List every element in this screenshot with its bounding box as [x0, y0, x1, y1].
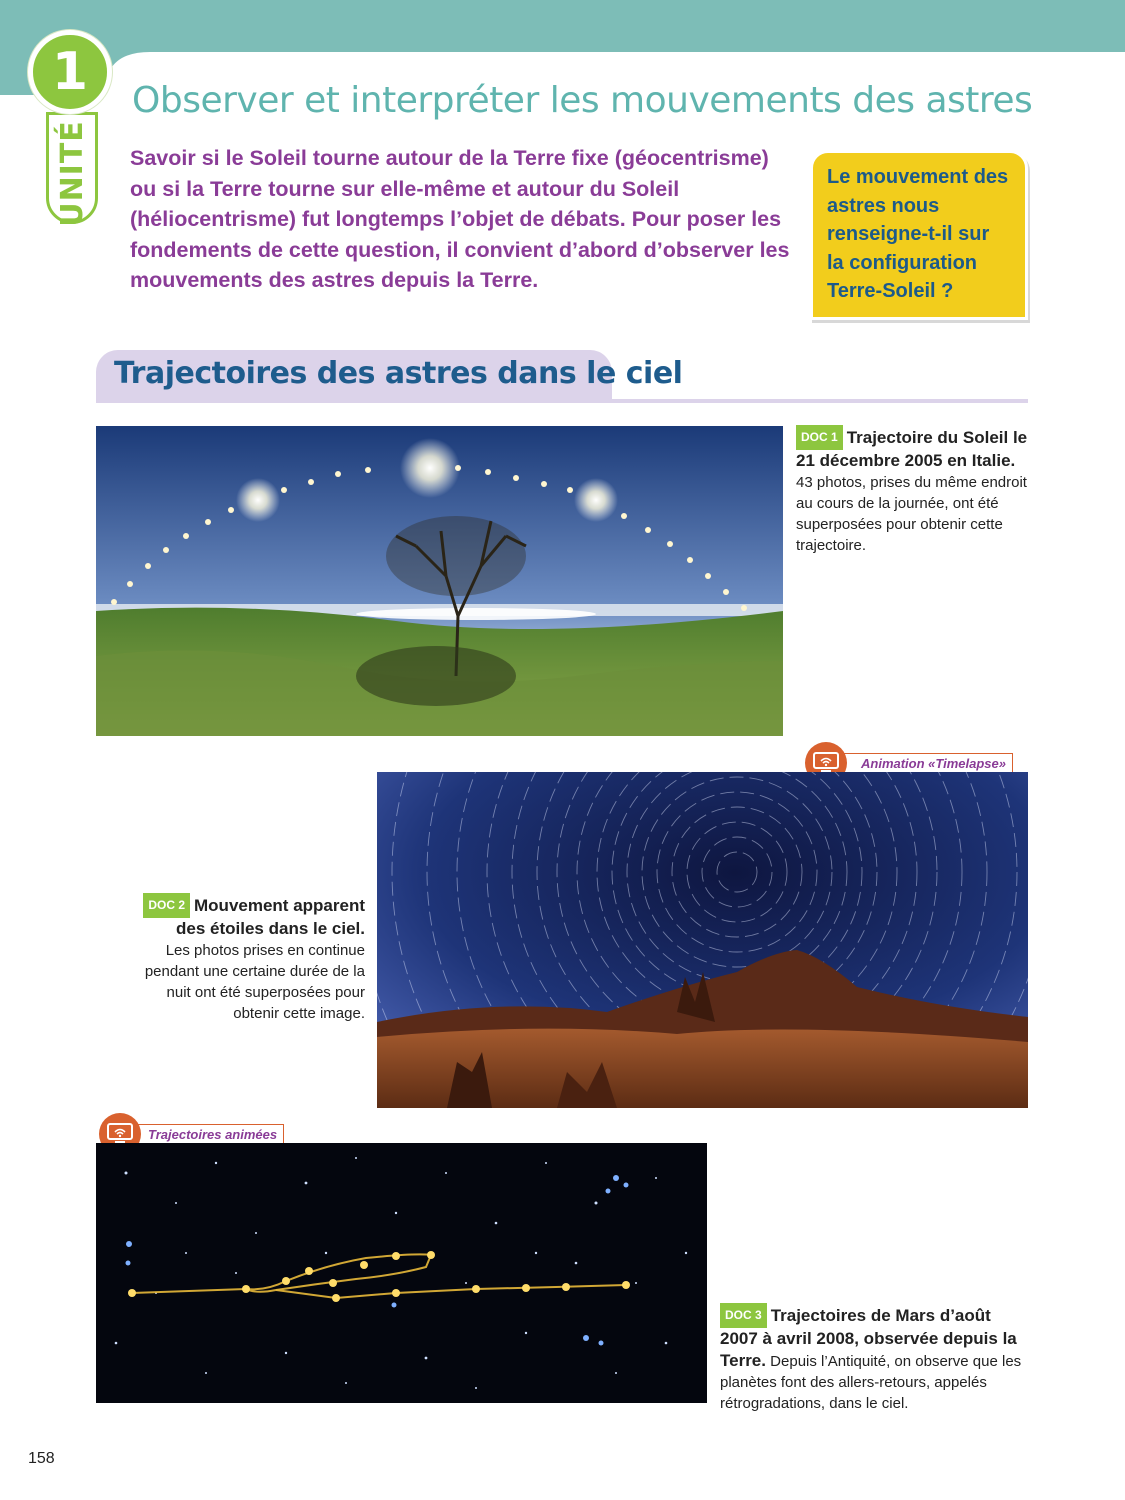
doc1-photo — [96, 426, 783, 736]
doc3-caption — [720, 1303, 1030, 1414]
doc2-tag: DOC 2 — [143, 893, 190, 918]
doc1-title: Trajectoire du Soleil le 21 décembre 2005 en Italie. — [796, 428, 1028, 470]
doc3-tag: DOC 3 — [720, 1303, 767, 1328]
doc3-animation-badge[interactable] — [121, 1124, 284, 1144]
intro-text: Savoir si le Soleil tourne autour de la Terre fixe (géocentrisme) ou si la Terre tourne sur elle-même et autour du Soleil (héliocentrisme) fut longtemps l’objet de débats. Pour poser les fondements de cette question, il convient d’abord d’observer les mouvements des astres depuis la Terre. — [130, 146, 790, 292]
doc1-caption — [796, 425, 1028, 556]
unit-badge — [28, 30, 112, 114]
doc3-animation-label[interactable]: Trajectoires animées — [148, 1126, 278, 1142]
doc2-text: Les photos prises en continue pendant une certaine durée de la nuit ont été superposées pour obtenir cette image. — [144, 942, 365, 1022]
doc3-text: Depuis l’Antiquité, on observe que les planètes font des allers-retours, appelés rétrogradations, dans le ciel. — [720, 1353, 1022, 1412]
doc1-tag: DOC 1 — [796, 425, 843, 450]
doc1-text: 43 photos, prises du même endroit au cours de la journée, ont été superposées pour obtenir cette trajectoire. — [796, 474, 1027, 554]
unit-number: 1 — [51, 42, 89, 102]
section-title: Trajectoires des astres dans le ciel — [114, 356, 683, 391]
doc3-title: Trajectoires de Mars d’août 2007 à avril 2008, observée depuis la Terre. — [720, 1306, 1017, 1370]
doc2-photo — [377, 772, 1028, 1108]
section-divider — [96, 399, 1028, 403]
doc3-photo — [96, 1143, 707, 1403]
question-text: Le mouvement des astres nous renseigne-t-il sur la configuration Terre-Soleil ? — [827, 166, 1009, 302]
unit-label: UNITÉ — [54, 119, 90, 227]
unit-label-wrapper — [47, 119, 97, 227]
doc2-animation-badge[interactable] — [834, 753, 1013, 773]
page-number: 158 — [28, 1450, 55, 1467]
doc2-caption — [118, 893, 365, 1024]
page-title: Observer et interpréter les mouvements des astres — [132, 80, 1033, 121]
doc2-animation-label[interactable]: Animation «Timelapse» — [861, 755, 1006, 771]
question-box — [810, 150, 1028, 320]
doc2-title: Mouvement apparent des étoiles dans le ciel. — [176, 896, 365, 938]
